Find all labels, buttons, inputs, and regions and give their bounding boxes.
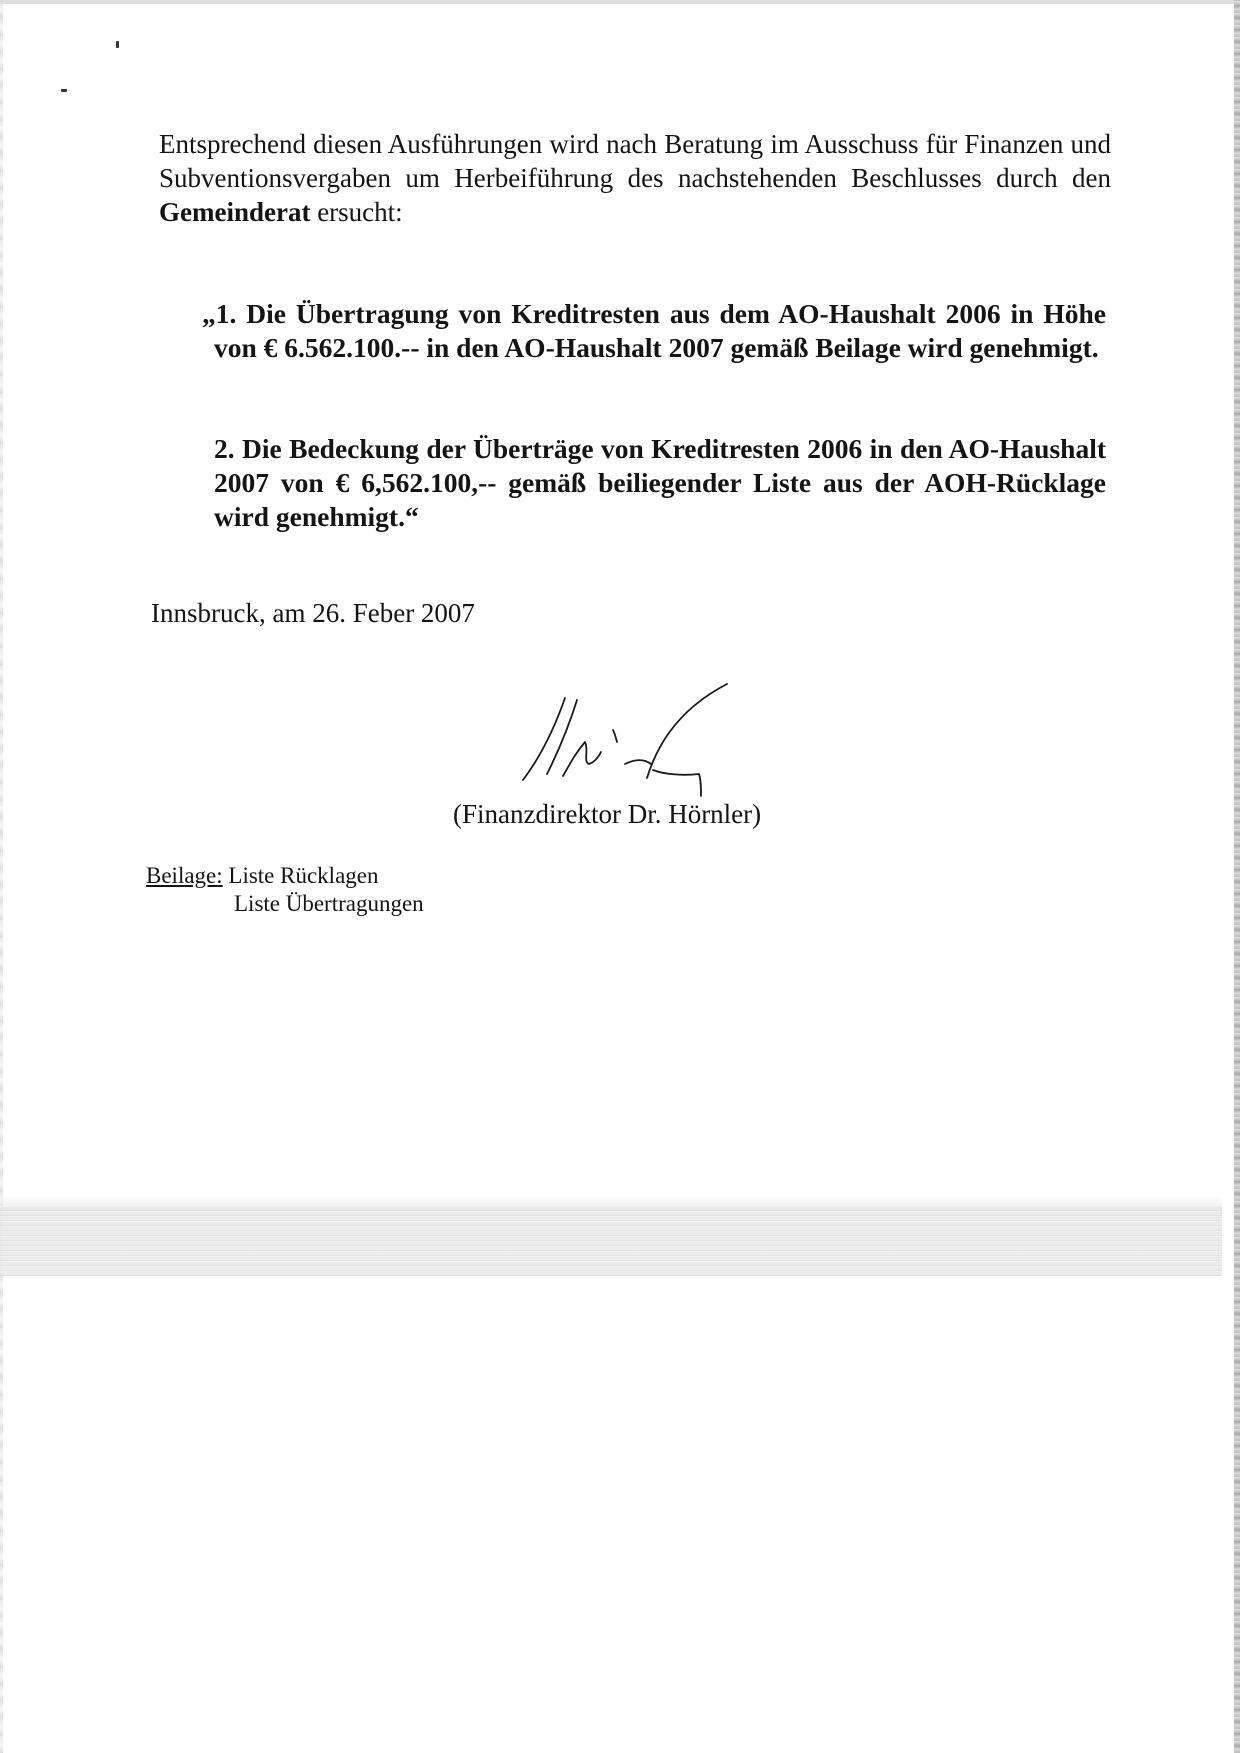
- scan-left-edge: [0, 0, 3, 1753]
- scan-speck: [116, 41, 119, 48]
- enclosure-row-1: [146, 862, 424, 890]
- scan-speck: [61, 89, 67, 92]
- scan-top-edge: [0, 0, 1240, 4]
- signatory: (Finanzdirektor Dr. Hörnler): [453, 799, 762, 829]
- scan-band: [0, 1206, 1222, 1276]
- intro-paragraph: [159, 127, 1111, 229]
- signature: [505, 672, 745, 802]
- scan-right-edge: [1234, 0, 1240, 1753]
- enclosure-item: Liste Übertragungen: [234, 891, 424, 916]
- intro-text-before: Entsprechend diesen Ausführungen wird nach Beratung im Ausschuss für Finanzen und Subventionsvergaben um Herbeiführung des nachstehenden Beschlusses durch den: [159, 129, 1111, 193]
- resolution-1: „1. Die Übertragung von Kreditresten aus dem AO-Haushalt 2006 in Höhe von € 6.562.100.-- in den AO-Haushalt 2007 gemäß Beilage wird genehmigt.: [202, 298, 1106, 363]
- enclosure-row-2: [146, 890, 424, 918]
- enclosures: [146, 862, 424, 918]
- place-date: Innsbruck, am 26. Feber 2007: [151, 598, 475, 628]
- enclosure-label: Beilage:: [146, 863, 223, 888]
- resolution-2: 2. Die Bedeckung der Überträge von Kreditresten 2006 in den AO-Haushalt 2007 von € 6,562.100,-- gemäß beiliegender Liste aus der AOH-Rücklage wird genehmigt.“: [214, 433, 1106, 532]
- enclosure-item: Liste Rücklagen: [228, 863, 379, 888]
- intro-text-after: ersucht:: [310, 197, 403, 227]
- intro-emphasis: Gemeinderat: [159, 197, 311, 227]
